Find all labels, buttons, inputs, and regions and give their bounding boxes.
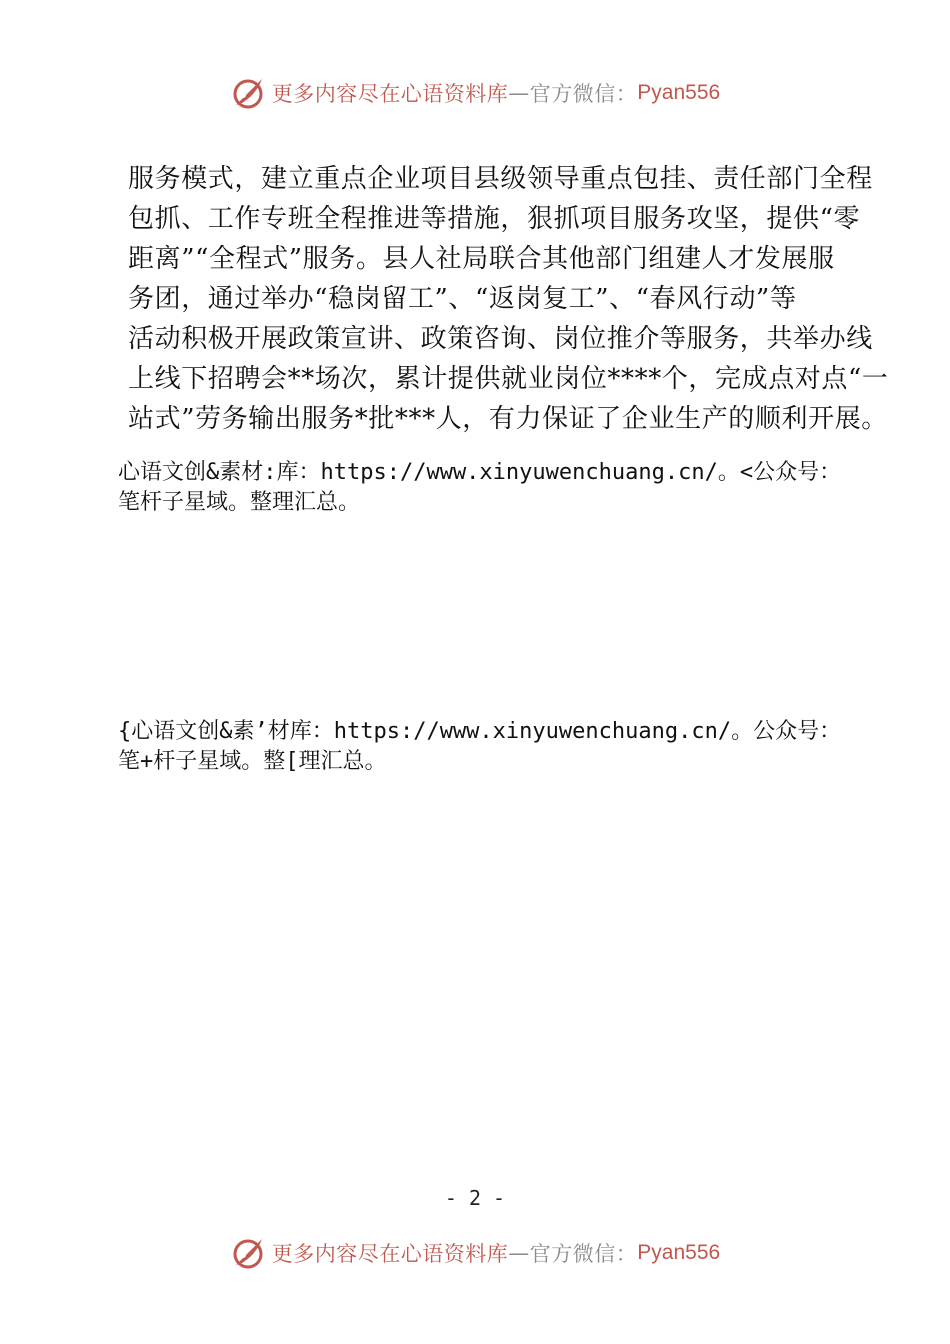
body-line: 服务模式，建立重点企业项目县级领导重点包挂、责任部门全程 xyxy=(128,164,873,194)
body-line: 站式”劳务输出服务*批***人，有力保证了企业生产的顺利开展。 xyxy=(128,404,888,434)
body-line: 务团，通过举办“稳岗留工”、“返岗复工”、“春风行动”等 xyxy=(128,284,797,314)
quill-logo-icon xyxy=(230,1235,266,1271)
body-line: 活动积极开展政策宣讲、政策咨询、岗位推介等服务，共举办线 xyxy=(128,324,873,354)
footer-slogan: 更多内容尽在心语资料库 xyxy=(271,1242,509,1266)
body-line: 包抓、工作专班全程推进等措施，狠抓项目服务攻坚，提供“零 xyxy=(128,204,861,234)
header-official-label: 官方微信： xyxy=(529,82,638,106)
footer-official-label: 官方微信： xyxy=(529,1242,638,1266)
page-number: - 2 - xyxy=(444,1186,506,1210)
source-note xyxy=(118,458,878,518)
footer-banner xyxy=(0,1233,950,1273)
body-paragraph xyxy=(128,159,889,439)
source-note-line: 笔+杆子星域。整[理汇总。 xyxy=(118,749,387,774)
source-note-line: {心语文创&素’材库：https://www.xinyuwenchuang.cn/。公众号： xyxy=(118,719,842,744)
header-separator: — xyxy=(508,81,530,105)
body-line: 上线下招聘会**场次，累计提供就业岗位****个，完成点对点“一 xyxy=(128,364,889,394)
source-note-line: 心语文创&素材:库：https://www.xinyuwenchuang.cn/。<公众号： xyxy=(118,460,842,485)
quill-logo-icon xyxy=(230,75,266,111)
footer-separator: — xyxy=(508,1241,530,1265)
source-note xyxy=(118,717,878,777)
footer-wechat-id: Pyan556 xyxy=(637,1241,721,1264)
header-banner xyxy=(0,73,950,113)
body-line: 距离”“全程式”服务。县人社局联合其他部门组建人才发展服 xyxy=(128,244,835,274)
header-slogan: 更多内容尽在心语资料库 xyxy=(271,82,509,106)
source-note-line: 笔杆子星域。整理汇总。 xyxy=(118,490,361,515)
header-wechat-id: Pyan556 xyxy=(637,81,721,104)
